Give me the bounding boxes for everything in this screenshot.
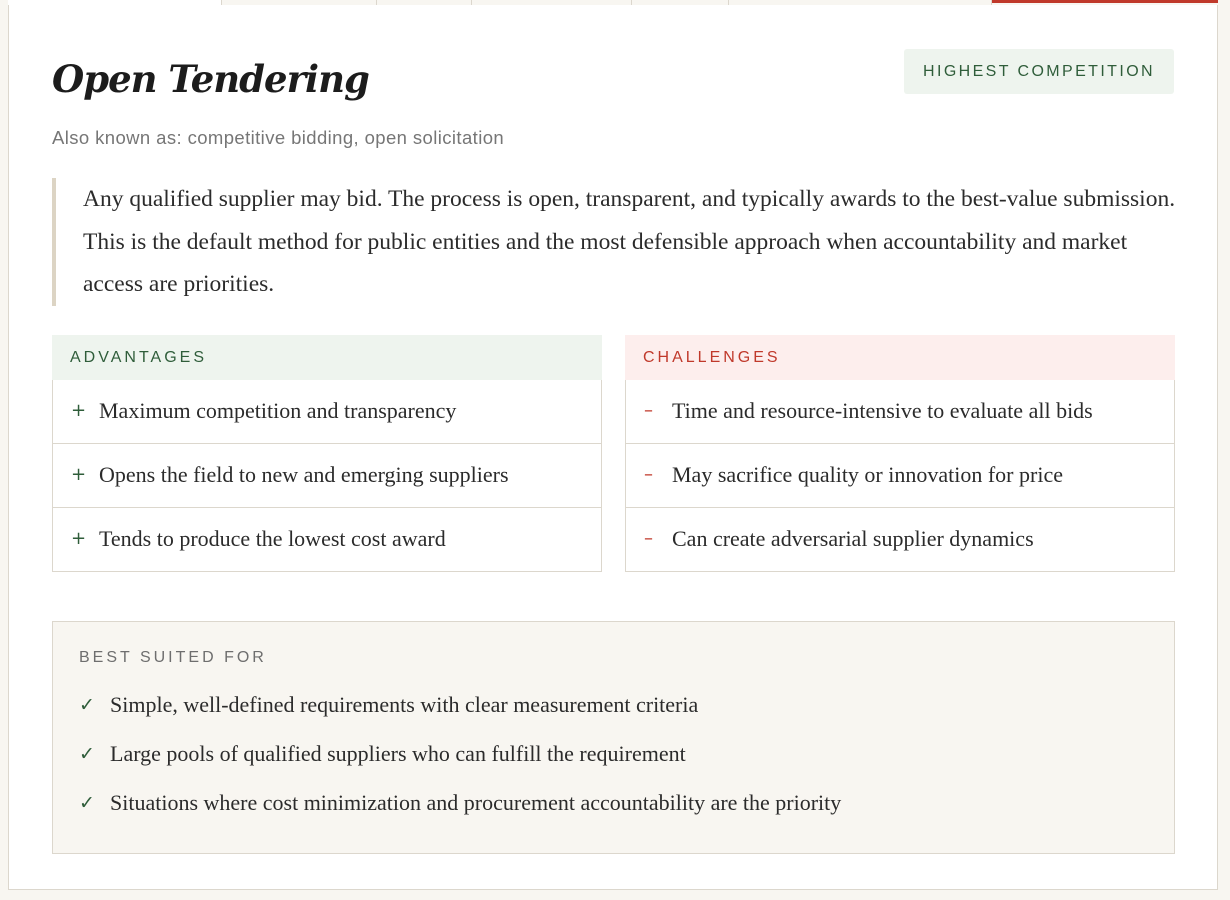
advantage-text: Opens the field to new and emerging suppliers bbox=[99, 462, 509, 487]
minus-icon: – bbox=[644, 400, 653, 421]
best-suited-text: Situations where cost minimization and procurement accountability are the priority bbox=[110, 790, 842, 815]
plus-icon: + bbox=[71, 464, 87, 485]
advantages-panel bbox=[52, 335, 602, 572]
list-item bbox=[626, 507, 1174, 571]
best-suited-list bbox=[79, 688, 1149, 820]
checkmark-icon: ✓ bbox=[79, 743, 95, 765]
checkmark-icon: ✓ bbox=[79, 694, 95, 716]
best-suited-text: Simple, well-defined requirements with clear measurement criteria bbox=[110, 692, 699, 717]
plus-icon: + bbox=[71, 528, 87, 549]
best-suited-heading: BEST SUITED FOR bbox=[79, 649, 267, 666]
list-item bbox=[53, 507, 601, 571]
method-description bbox=[52, 178, 1177, 306]
advantage-text: Tends to produce the lowest cost award bbox=[99, 526, 446, 551]
plus-icon: + bbox=[71, 400, 87, 421]
list-item bbox=[79, 786, 1149, 820]
challenges-list bbox=[625, 380, 1175, 572]
challenges-panel bbox=[625, 335, 1175, 572]
description-text: Any qualified supplier may bid. The process is open, transparent, and typically awards to the best-value submission. This is the default method for public entities and the most defensible approach when accountability and market access are priorities. bbox=[83, 186, 1176, 297]
method-card bbox=[8, 5, 1218, 890]
also-known-as: Also known as: competitive bidding, open solicitation bbox=[52, 127, 505, 148]
list-item bbox=[79, 688, 1149, 722]
list-item bbox=[79, 737, 1149, 771]
best-suited-panel bbox=[52, 621, 1175, 854]
list-item bbox=[626, 380, 1174, 443]
challenges-heading: CHALLENGES bbox=[625, 335, 1175, 380]
challenge-text: Can create adversarial supplier dynamics bbox=[672, 526, 1034, 551]
minus-icon: – bbox=[644, 528, 653, 549]
best-suited-text: Large pools of qualified suppliers who can fulfill the requirement bbox=[110, 741, 686, 766]
advantages-heading: ADVANTAGES bbox=[52, 335, 602, 380]
challenge-text: Time and resource-intensive to evaluate all bids bbox=[672, 398, 1093, 423]
list-item bbox=[626, 443, 1174, 507]
checkmark-icon: ✓ bbox=[79, 792, 95, 814]
method-title: Open Tendering bbox=[52, 57, 369, 101]
advantages-list bbox=[52, 380, 602, 572]
challenge-text: May sacrifice quality or innovation for price bbox=[672, 462, 1063, 487]
list-item bbox=[53, 443, 601, 507]
advantage-text: Maximum competition and transparency bbox=[99, 398, 457, 423]
list-item bbox=[53, 380, 601, 443]
competition-badge: HIGHEST COMPETITION bbox=[904, 49, 1174, 94]
minus-icon: – bbox=[644, 464, 653, 485]
